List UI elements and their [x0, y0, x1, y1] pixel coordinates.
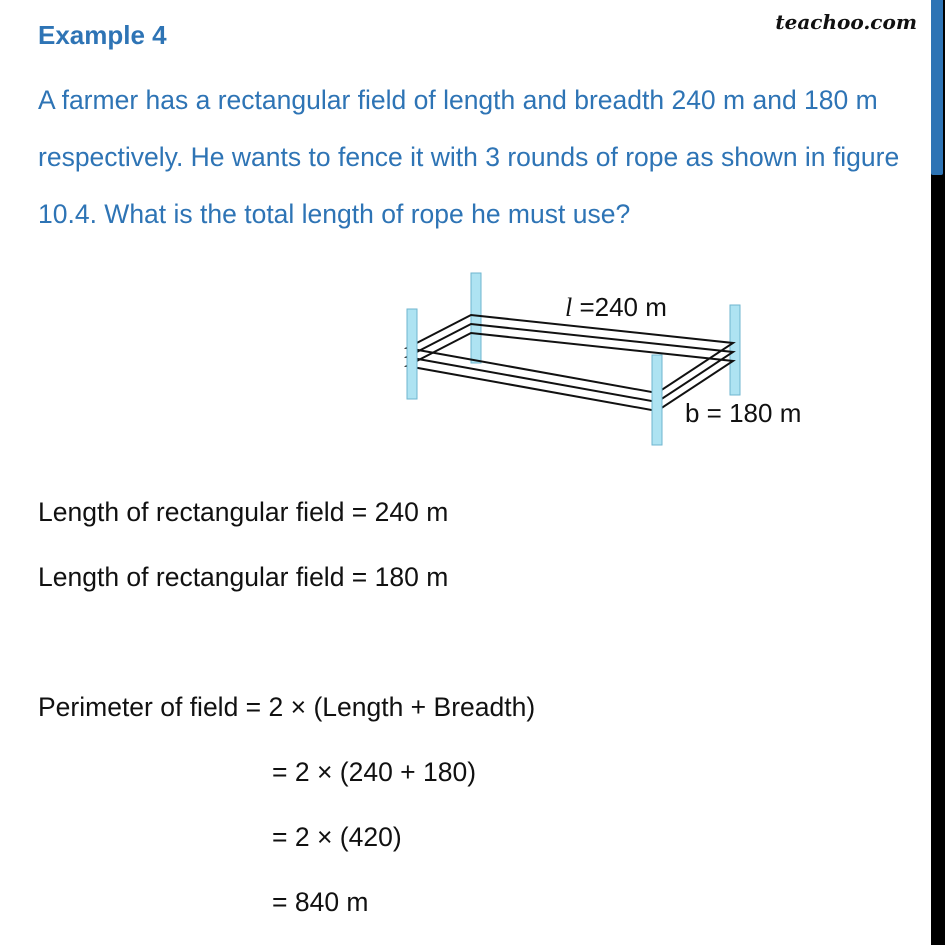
rope-round-1: [407, 315, 733, 393]
post-back-left: [471, 273, 481, 363]
example-heading: Example 4: [38, 20, 167, 50]
post-back-right: [730, 305, 740, 395]
scroll-thumb[interactable]: [931, 0, 943, 175]
post-front-right: [652, 355, 662, 445]
breadth-label: b = 180 m: [685, 398, 802, 428]
post-front-left: [407, 309, 417, 399]
fence-figure: [395, 260, 755, 460]
length-value: =240 m: [572, 292, 667, 322]
solution-step-2: = 2 × (420): [272, 822, 402, 852]
length-symbol: l: [565, 293, 573, 322]
length-label: [565, 292, 667, 323]
question-text: A farmer has a rectangular field of length and breadth 240 m and 180 m respectively. He wants to fence it with 3 rounds of rope as shown in figure 10.4. What is the total length of rope he must use?: [38, 85, 900, 229]
solution-line-perimeter: Perimeter of field = 2 × (Length + Breadth): [38, 692, 536, 722]
solution-step-1: = 2 × (240 + 180): [272, 757, 477, 787]
teachoo-watermark: teachoo.com: [775, 10, 917, 34]
rope-round-2: [407, 324, 733, 402]
scrollbar[interactable]: [931, 0, 945, 945]
rope-rounds: [407, 315, 733, 411]
solution-line-length: Length of rectangular field = 240 m: [38, 497, 449, 527]
solution-step-3: = 840 m: [272, 887, 369, 917]
solution-line-breadth: Length of rectangular field = 180 m: [38, 562, 449, 592]
